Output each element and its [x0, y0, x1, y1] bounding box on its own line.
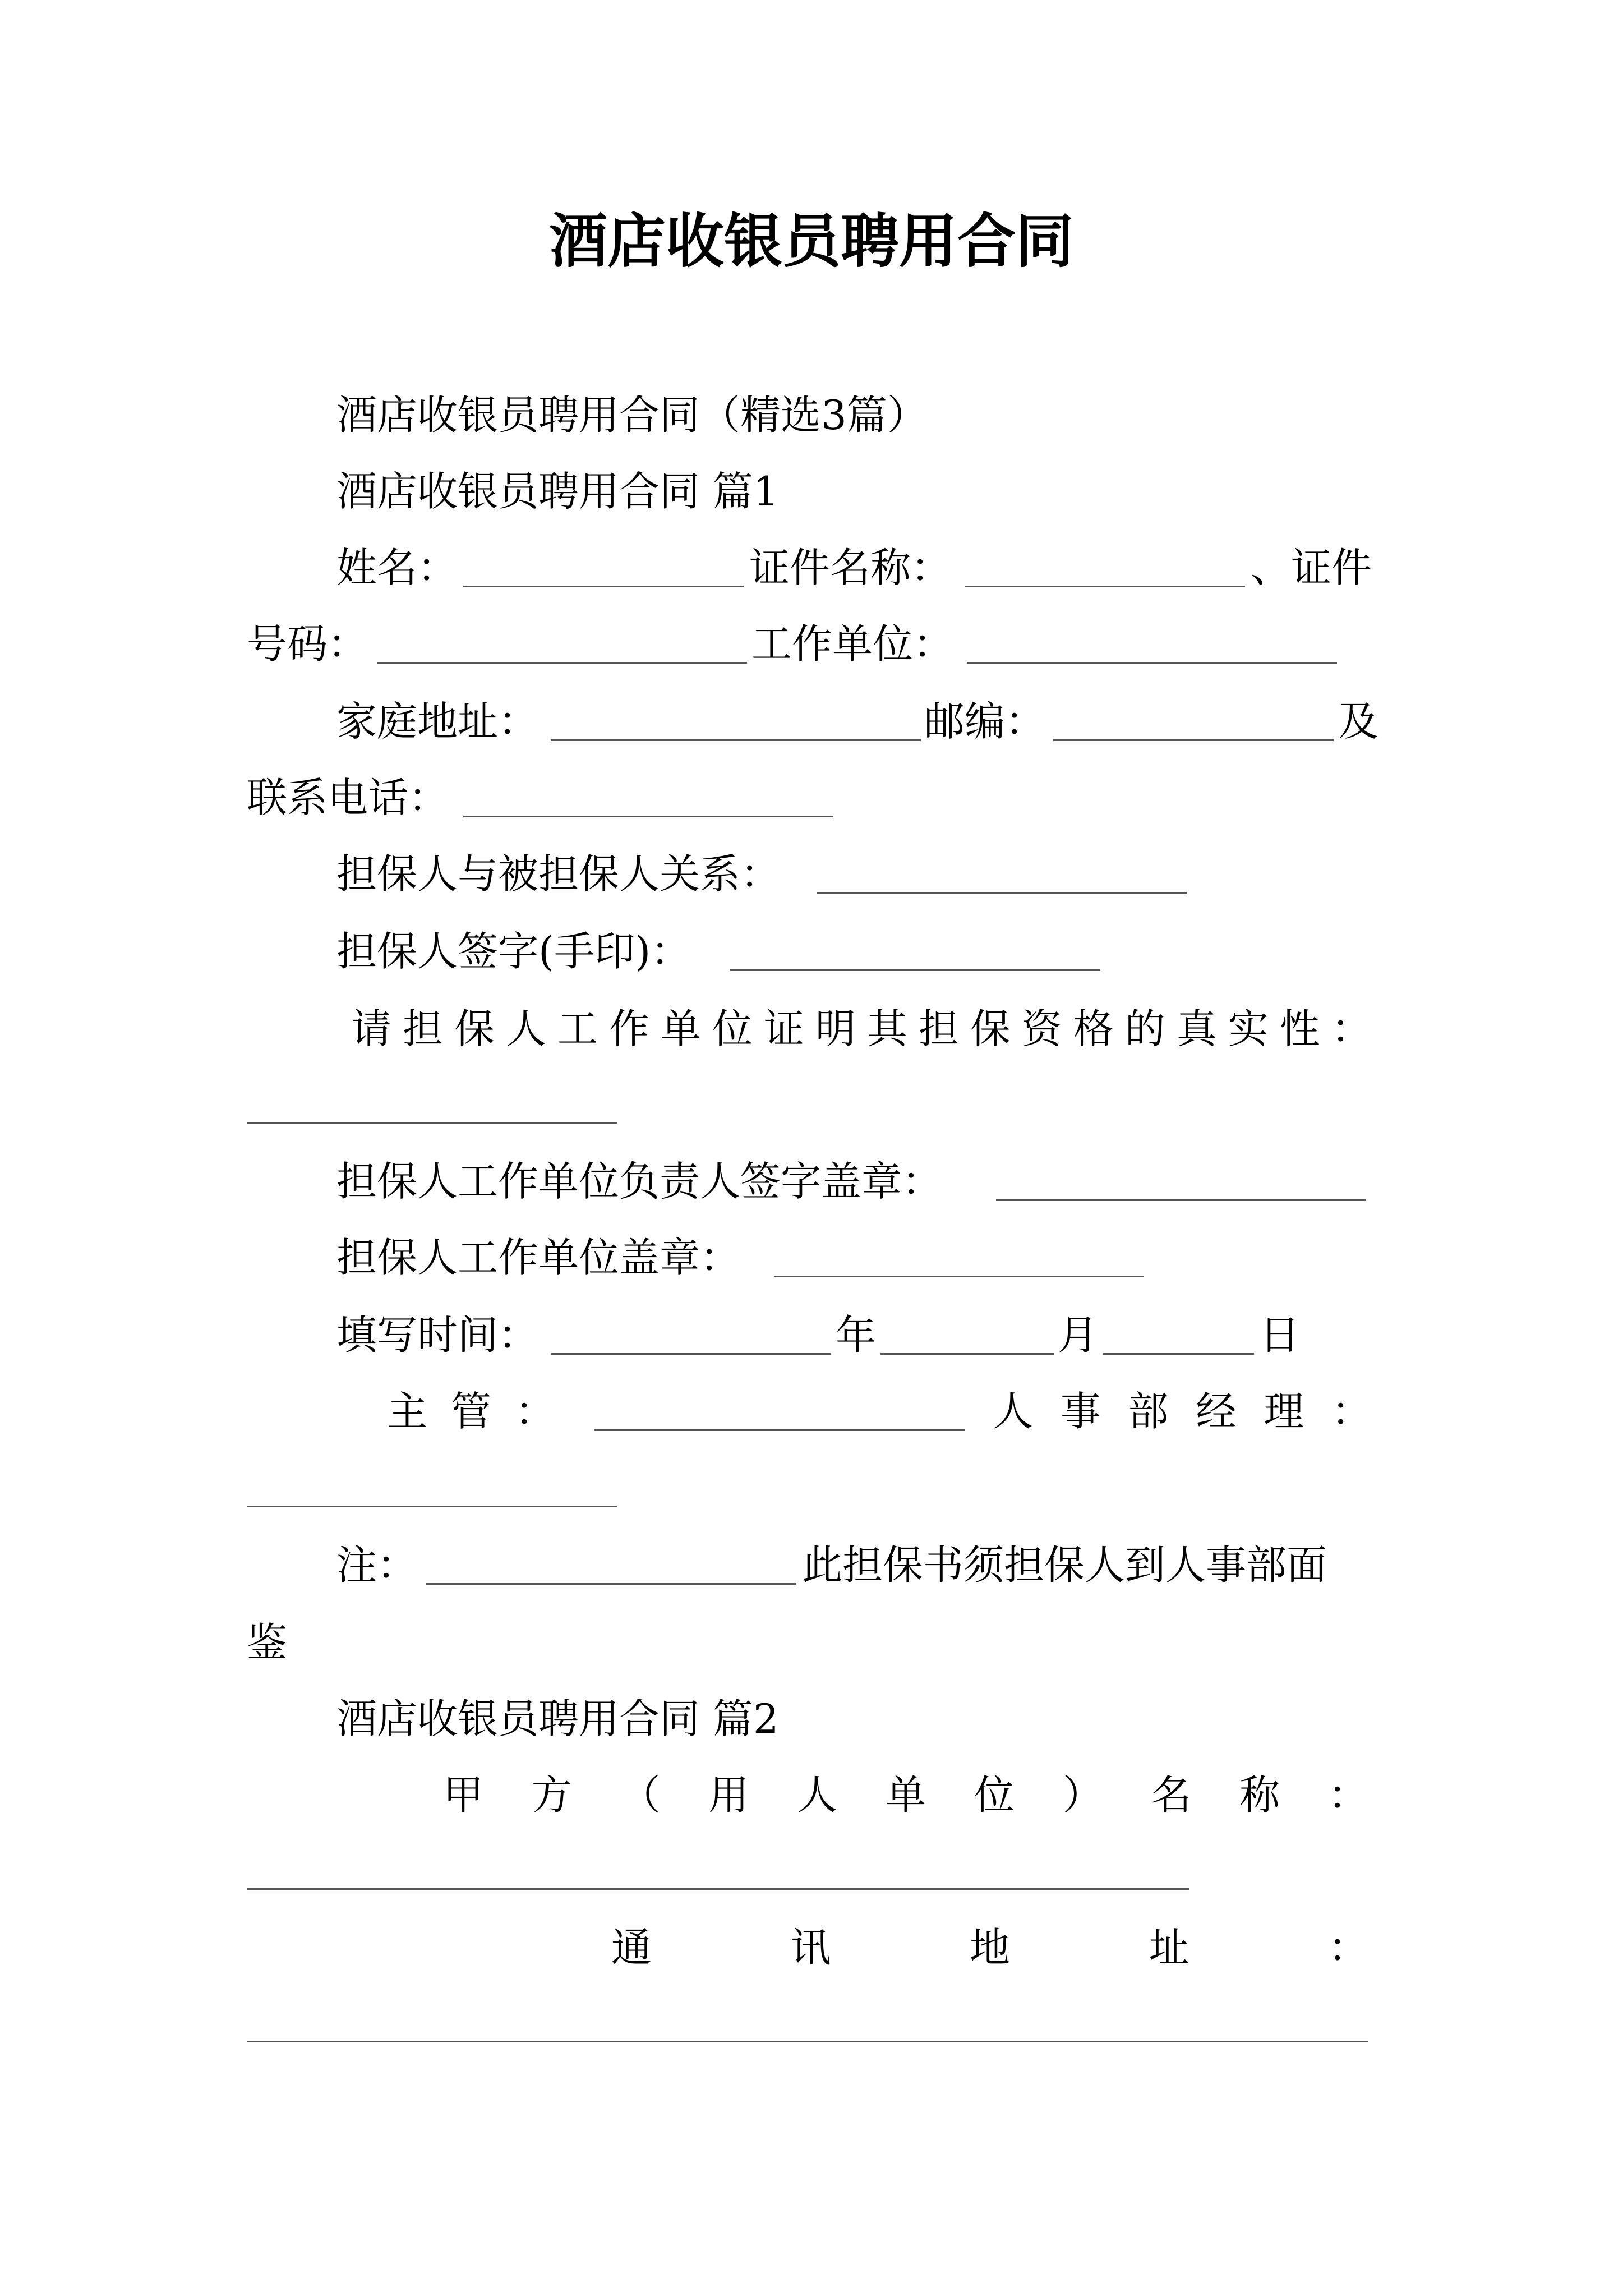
year-label: 年	[836, 1312, 877, 1359]
document-title: 酒店收银员聘用合同	[548, 206, 1074, 275]
fill-time-label: 填写时间：	[336, 1312, 539, 1359]
party-a-name-field[interactable]	[247, 1888, 1189, 1890]
postcode-label: 邮编：	[924, 698, 1046, 745]
id-no-field[interactable]	[377, 662, 747, 664]
month-label: 月	[1058, 1312, 1099, 1359]
unit-seal-field[interactable]	[774, 1276, 1144, 1277]
work-unit-field[interactable]	[967, 662, 1337, 664]
part2-heading: 酒店收银员聘用合同 篇2	[336, 1695, 779, 1742]
relation-label: 担保人与被担保人关系：	[336, 850, 781, 898]
home-address-field[interactable]	[551, 739, 921, 741]
fill-month-field[interactable]	[880, 1353, 1054, 1355]
and-contact-label-a: 及	[1338, 698, 1379, 745]
fill-day-field[interactable]	[1103, 1353, 1254, 1355]
unit-seal-label: 担保人工作单位盖章：	[336, 1234, 741, 1281]
fill-year-field[interactable]	[551, 1353, 831, 1355]
postcode-field[interactable]	[1053, 739, 1334, 741]
name-field[interactable]	[463, 586, 744, 587]
note-text-cont: 鉴	[247, 1619, 288, 1666]
supervisor-field[interactable]	[594, 1429, 965, 1431]
mail-address-label: 通 讯 地 址 ：	[611, 1924, 1368, 1971]
party-a-name-label: 甲 方 （ 用 人 单 位 ） 名 称 ：	[443, 1772, 1368, 1819]
note-field[interactable]	[426, 1583, 796, 1585]
hr-manager-label: 人 事 部 经 理 ：	[993, 1388, 1372, 1435]
contact-phone-label: 联系电话：	[247, 774, 449, 821]
id-no-label-b: 号码：	[247, 620, 368, 668]
id-type-label: 证件名称：	[749, 544, 952, 591]
day-label: 日	[1260, 1312, 1301, 1359]
note-label: 注：	[336, 1542, 418, 1589]
id-type-field[interactable]	[965, 586, 1245, 587]
unit-leader-sign-label: 担保人工作单位负责人签字盖章：	[336, 1158, 943, 1205]
note-text: 此担保书须担保人到人事部面	[802, 1542, 1327, 1589]
certify-field[interactable]	[247, 1122, 617, 1124]
guarantor-sign-field[interactable]	[730, 969, 1100, 971]
id-no-label-a: 、证件	[1251, 544, 1372, 591]
contact-phone-field[interactable]	[463, 816, 833, 817]
part1-heading: 酒店收银员聘用合同 篇1	[336, 468, 779, 515]
mail-address-field[interactable]	[247, 2041, 1368, 2042]
supervisor-label: 主 管 ：	[387, 1388, 555, 1435]
subtitle: 酒店收银员聘用合同（精选3篇）	[336, 392, 928, 439]
home-address-label: 家庭地址：	[336, 698, 539, 745]
hr-manager-field[interactable]	[247, 1506, 617, 1507]
name-label: 姓名：	[336, 544, 458, 591]
unit-leader-sign-field[interactable]	[996, 1199, 1366, 1201]
certify-label: 请 担 保 人 工 作 单 位 证 明 其 担 保 资 格 的 真 实 性 ：	[351, 1005, 1372, 1052]
relation-field[interactable]	[817, 892, 1187, 894]
work-unit-label: 工作单位：	[751, 620, 954, 668]
guarantor-sign-label: 担保人签字(手印)：	[336, 928, 691, 975]
